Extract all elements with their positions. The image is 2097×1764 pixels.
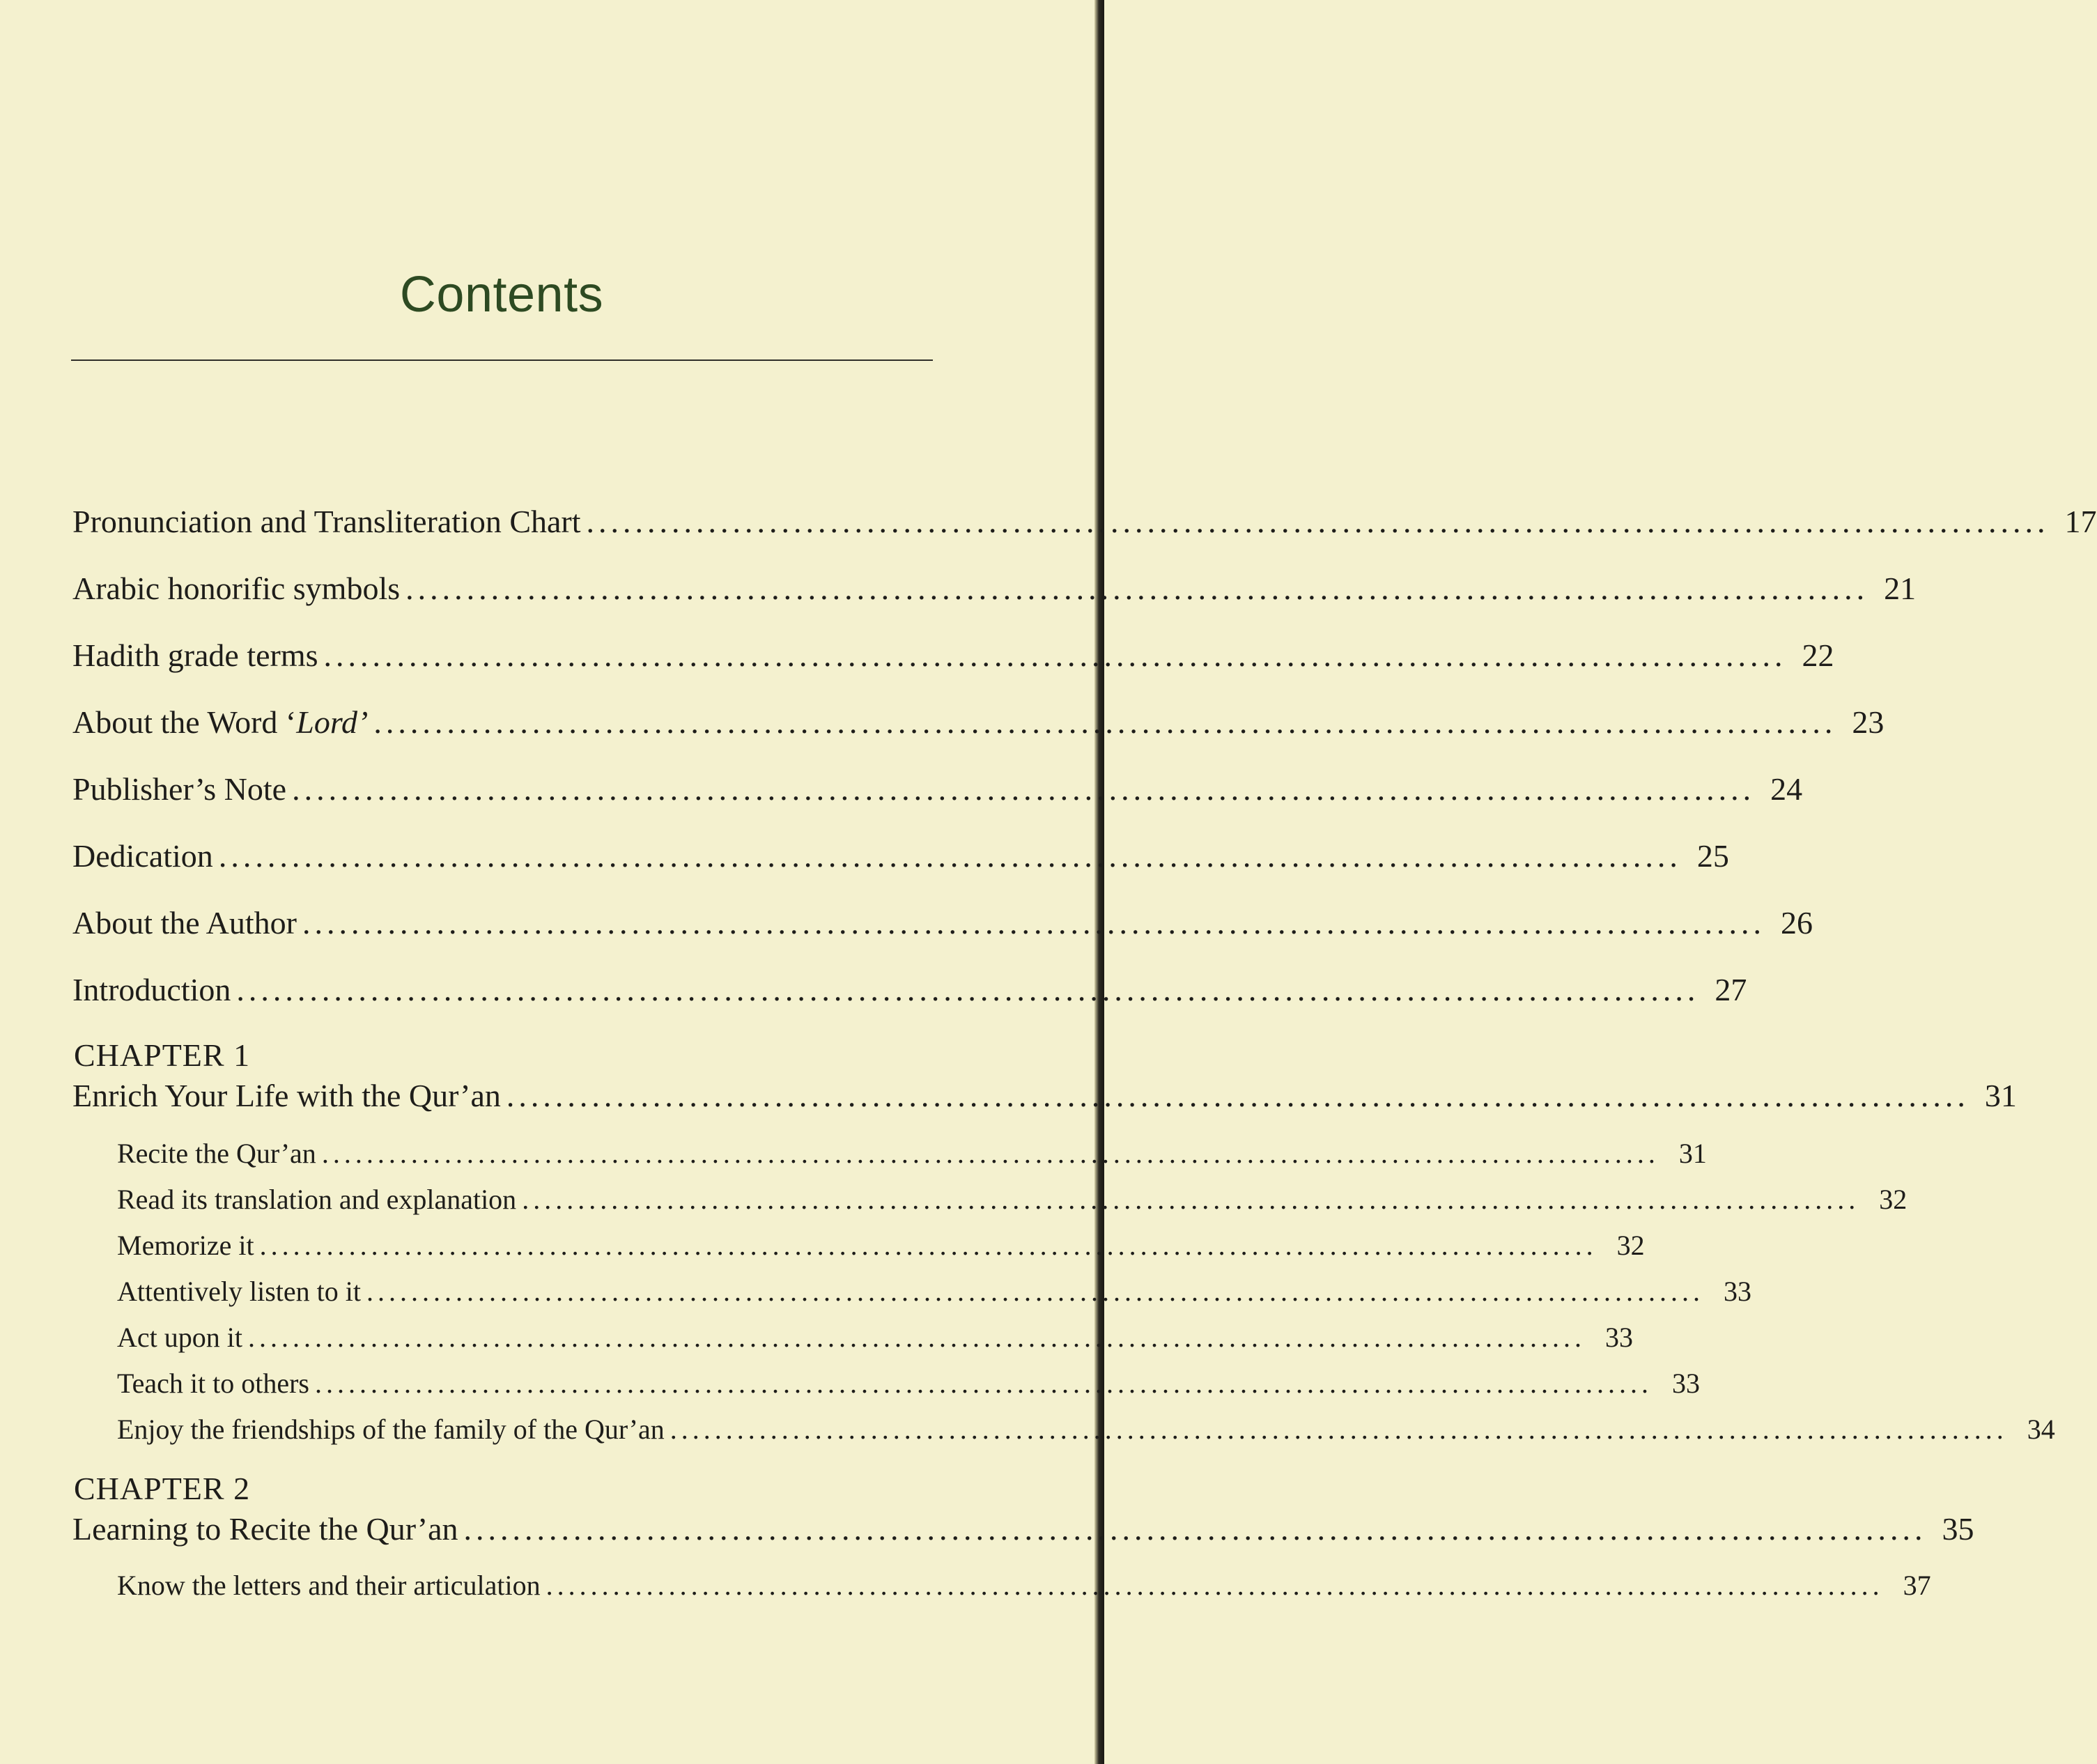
leader-dots: ........................................................................................................................ [323, 637, 1787, 673]
toc-entry-label: Publisher’s Note [72, 771, 287, 807]
title-divider [71, 359, 933, 361]
toc-entry-label: Learning to Recite the Qur’an [72, 1511, 458, 1547]
toc-subentry-recite[interactable] [117, 1137, 1707, 1170]
toc-subentry-memorize[interactable] [117, 1229, 1645, 1262]
toc-entry-page: 35 [1942, 1511, 1974, 1547]
page-edge [1094, 0, 1104, 1764]
leader-dots: ........................................................................................................................ [236, 972, 1700, 1007]
toc-entry-label: Teach it to others [117, 1368, 309, 1399]
toc-entry-chapter-2-title[interactable] [72, 1510, 1974, 1547]
toc-entry-page: 33 [1723, 1276, 1751, 1307]
toc-entry-dedication[interactable] [72, 837, 1729, 874]
toc-entry-page: 37 [1903, 1570, 1931, 1601]
toc-entry-label: Know the letters and their articulation [117, 1570, 541, 1601]
toc-entry-label: Recite the Qur’an [117, 1138, 316, 1169]
toc-entry-page: 34 [2027, 1414, 2055, 1445]
toc-subentry-friendships[interactable] [117, 1413, 2055, 1446]
toc-entry-page: 22 [1802, 637, 1834, 673]
toc-entry-page: 31 [1678, 1138, 1707, 1169]
leader-dots: ........................................................................................................................ [463, 1511, 1927, 1547]
toc-entry-label: Hadith grade terms [72, 637, 318, 673]
toc-entry-publishers-note[interactable] [72, 771, 1803, 807]
toc-entry-label: Memorize it [117, 1230, 254, 1261]
toc-entry-label: Introduction [72, 972, 231, 1007]
toc-entry-page: 26 [1780, 905, 1813, 941]
toc-entry-label: Pronunciation and Transliteration Chart [72, 504, 581, 539]
toc-entry-page: 33 [1604, 1322, 1633, 1353]
toc-entry-label: Read its translation and explanation [117, 1184, 517, 1215]
toc-entry-label: Act upon it [117, 1322, 242, 1353]
toc-subentry-listen[interactable] [117, 1275, 1751, 1308]
toc-entry-page: 27 [1715, 972, 1747, 1007]
toc-subentry-act-upon[interactable] [117, 1321, 1633, 1354]
leader-dots: ........................................................................................................................ [259, 1230, 1597, 1261]
toc-entry-label: Enrich Your Life with the Qur’an [72, 1078, 501, 1113]
toc-entry-page: 32 [1616, 1230, 1645, 1261]
toc-entry-page: 23 [1852, 704, 1885, 740]
leader-dots: ........................................................................................................................ [586, 504, 2050, 539]
chapter-1-heading: CHAPTER 1 [74, 1037, 251, 1073]
toc-entry-about-word-lord[interactable] [72, 704, 1885, 741]
leader-dots: ........................................................................................................................ [321, 1138, 1659, 1169]
toc-entry-label: Dedication [72, 838, 213, 874]
leader-dots: ........................................................................................................................ [292, 771, 1756, 807]
leader-dots: ........................................................................................................................ [405, 571, 1869, 606]
toc-entry-honorific-symbols[interactable] [72, 570, 1917, 607]
chapter-2-heading: CHAPTER 2 [74, 1471, 251, 1506]
leader-dots: ........................................................................................................................ [522, 1184, 1860, 1215]
toc-entry-page: 32 [1879, 1184, 1908, 1215]
toc-entry-page: 21 [1884, 571, 1917, 606]
leader-dots: ........................................................................................................................ [247, 1322, 1586, 1353]
toc-entry-chapter-1-title[interactable] [72, 1077, 2017, 1114]
leader-dots: ........................................................................................................................ [315, 1368, 1653, 1399]
leader-dots: ........................................................................................................................ [545, 1570, 1884, 1601]
leader-dots: ........................................................................................................................ [302, 905, 1765, 941]
toc-entry-label: About the Word ‘Lord’ [72, 704, 369, 740]
leader-dots: ........................................................................................................................ [670, 1414, 2008, 1445]
toc-entry-hadith-grade-terms[interactable] [72, 637, 1834, 674]
toc-entry-page: 17 [2064, 504, 2097, 539]
toc-entry-label: Attentively listen to it [117, 1276, 361, 1307]
toc-entry-page: 24 [1770, 771, 1803, 807]
toc-entry-page: 33 [1672, 1368, 1700, 1399]
toc-entry-about-author[interactable] [72, 904, 1813, 941]
leader-dots: ........................................................................................................................ [506, 1078, 1970, 1113]
toc-entry-introduction[interactable] [72, 971, 1747, 1008]
leader-dots: ........................................................................................................................ [373, 704, 1837, 740]
leader-dots: ........................................................................................................................ [366, 1276, 1704, 1307]
page-title: Contents [399, 267, 604, 323]
toc-subentry-letters-articulation[interactable] [117, 1569, 1931, 1602]
leader-dots: ........................................................................................................................ [218, 838, 1682, 874]
toc-entry-label: About the Author [72, 905, 297, 941]
toc-entry-pronunciation[interactable] [72, 503, 2097, 540]
toc-entry-label: Enjoy the friendships of the family of the Qur’an [117, 1414, 665, 1445]
toc-entry-page: 25 [1696, 838, 1729, 874]
toc-subentry-teach[interactable] [117, 1367, 1700, 1400]
toc-entry-page: 31 [1984, 1078, 2017, 1113]
toc-subentry-translation[interactable] [117, 1183, 1908, 1216]
toc-entry-label: Arabic honorific symbols [72, 571, 401, 606]
